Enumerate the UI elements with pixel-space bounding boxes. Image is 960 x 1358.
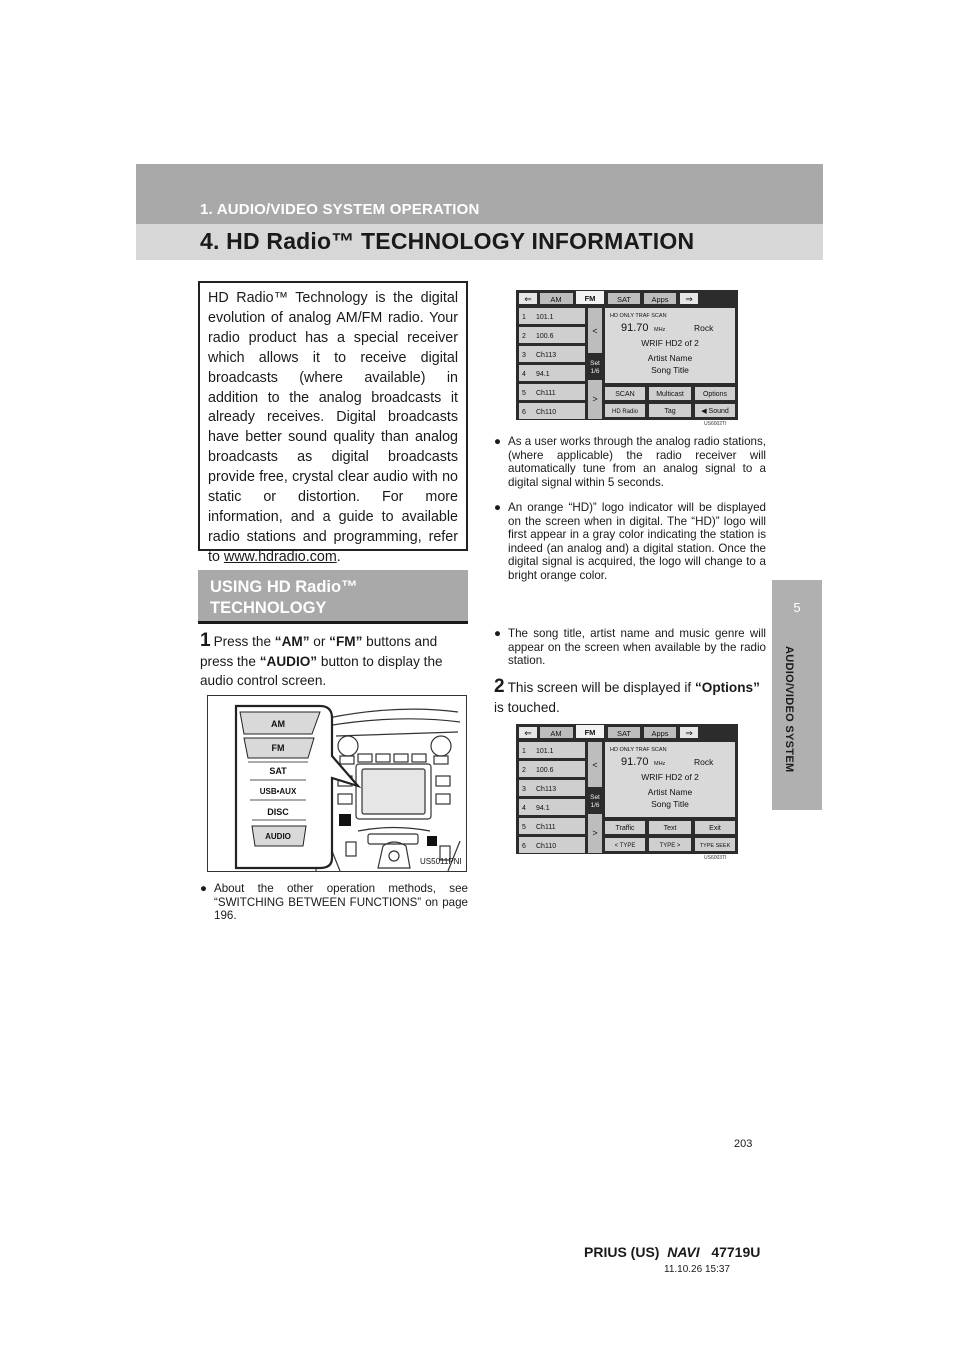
svg-text:Ch111: Ch111 (536, 390, 556, 397)
svg-text:TYPE SEEK: TYPE SEEK (699, 843, 731, 849)
svg-text:Set: Set (590, 360, 600, 367)
svg-text:1/6: 1/6 (590, 368, 600, 375)
svg-text:Set: Set (590, 794, 600, 801)
svg-text:1/6: 1/6 (590, 802, 600, 809)
svg-text:94.1: 94.1 (536, 371, 550, 378)
button-fm-label: FM (271, 743, 285, 753)
svg-text:SAT: SAT (616, 729, 632, 738)
svg-text:3: 3 (522, 786, 526, 793)
svg-text:WRIF HD2 of 2: WRIF HD2 of 2 (641, 772, 699, 782)
svg-text:Artist Name: Artist Name (647, 787, 693, 797)
page-number: 203 (734, 1138, 753, 1150)
bullet-hd-logo: ● An orange “HD)” logo indicator will be displayed on the screen when in digital. The “HD)” logo will first appear in a gray color indicating the station is indeed (an analog and) a digital station. Once the digital signal is acquired, the logo will change to a bright orange color. (494, 501, 766, 582)
svg-text:3: 3 (522, 352, 526, 359)
svg-text:HD Radio: HD Radio (611, 409, 639, 415)
svg-text:TYPE >: TYPE > (659, 843, 681, 849)
bullet-icon: ● (494, 627, 502, 640)
figure-code: US5011PNI (420, 857, 462, 866)
svg-text:SAT: SAT (616, 295, 632, 304)
button-usb-aux-label: USB•AUX (259, 787, 297, 796)
button-disc-label: DISC (267, 807, 289, 817)
bullet-icon: ● (494, 435, 502, 448)
svg-text:100.6: 100.6 (536, 767, 554, 774)
intro-text: HD Radio™ Technology is the digital evolution of analog AM/FM radio. Your radio product has a special receiver which allows it to receive digital broadcasts (where available) in addition to the analog broadcasts it already receives. Digital broadcasts have better sound quality than analog broadcasts as digital broadcasts provide free, crystal clear audio with no static or distortion. For more information, and a guide to available radio stations and programming, refer to (208, 290, 458, 565)
bullet-auto-tune: ● As a user works through the analog radio stations, (where applicable) the radio receiver will automatically tune from an analog signal to a digital signal within 5 seconds. (494, 435, 766, 489)
svg-text:MHz: MHz (654, 761, 666, 767)
frequency-readout: 91.70 (621, 322, 649, 334)
forward-arrow-icon: ⇒ (685, 294, 693, 304)
svg-text:Ch113: Ch113 (536, 786, 557, 793)
frequency-readout: 91.70 (621, 756, 649, 768)
hdradio-link[interactable]: www.hdradio.com (223, 548, 337, 565)
preset-button[interactable] (519, 799, 585, 815)
svg-text:100.6: 100.6 (536, 333, 554, 340)
svg-text:< TYPE: < TYPE (614, 843, 636, 849)
svg-text:Rock: Rock (694, 323, 714, 333)
svg-text:1: 1 (522, 314, 526, 321)
bullet-icon: ● (200, 882, 208, 895)
step-2: 2 This screen will be displayed if “Options” is touched. (494, 676, 760, 715)
back-arrow-icon: ⇐ (524, 294, 532, 304)
options-screen (516, 724, 738, 860)
svg-text:Multicast: Multicast (656, 391, 684, 398)
svg-text:Ch110: Ch110 (536, 843, 557, 850)
svg-text:Apps: Apps (651, 729, 669, 738)
chevron-left-icon: < (592, 760, 598, 770)
svg-text:6: 6 (522, 409, 526, 416)
svg-text:6: 6 (522, 843, 526, 850)
svg-text:Ch111: Ch111 (536, 824, 556, 831)
hd-radio-screen (516, 290, 738, 426)
chevron-left-icon: < (592, 326, 598, 336)
back-arrow-icon: ⇐ (524, 728, 532, 738)
button-sat-label: SAT (269, 766, 287, 776)
svg-text:FM: FM (584, 728, 596, 737)
svg-text:5: 5 (522, 824, 526, 831)
chapter-number: 5 (793, 600, 801, 615)
chevron-right-icon: > (592, 828, 598, 838)
chevron-right-icon: > (592, 394, 598, 404)
svg-text:5: 5 (522, 390, 526, 397)
svg-text:HD ONLY TRAF SCAN: HD ONLY TRAF SCAN (610, 313, 667, 319)
bullet-icon: ● (494, 501, 502, 514)
svg-text:94.1: 94.1 (536, 805, 550, 812)
svg-text:Exit: Exit (709, 825, 721, 832)
svg-text:Ch110: Ch110 (536, 409, 557, 416)
screen2-code: US6003TI (704, 855, 727, 860)
svg-text:HD ONLY TRAF SCAN: HD ONLY TRAF SCAN (610, 747, 667, 753)
dashboard-figure (207, 695, 467, 872)
svg-text:◀ Sound: ◀ Sound (701, 408, 729, 415)
chapter-side-label: AUDIO/VIDEO SYSTEM (783, 646, 795, 773)
footer-model: PRIUS (US) NAVI 47719U (584, 1244, 761, 1260)
svg-text:2: 2 (522, 767, 526, 774)
svg-text:Options: Options (702, 391, 728, 398)
svg-text:Song Title: Song Title (651, 365, 689, 375)
intro-box: HD Radio™ Technology is the digital evolution of analog AM/FM radio. Your radio product has a special receiver which allows it to receive digital broadcasts (where available) in addition to the analog broadcasts it already receives. Digital broadcasts have better sound quality than analog broadcasts as digital broadcasts provide free, crystal clear audio with no static or distortion. For more information, and a guide to available radio stations and programming, refer to www.hdradio.com. (198, 281, 468, 551)
section-subheading: USING HD Radio™ TECHNOLOGY (198, 570, 468, 624)
button-am-label: AM (271, 719, 285, 729)
svg-text:4: 4 (522, 805, 526, 812)
footer-date: 11.10.26 15:37 (664, 1264, 730, 1275)
bullet-see-switching: ● About the other operation methods, see “SWITCHING BETWEEN FUNCTIONS” on page 196. (200, 882, 468, 923)
svg-text:AM: AM (550, 295, 562, 304)
svg-text:Ch113: Ch113 (536, 352, 557, 359)
step-1: 1 Press the “AM” or “FM” buttons and press the “AUDIO” button to display the audio control screen. (200, 630, 443, 688)
screen1-code: US6002TI (704, 421, 727, 426)
page-title: 4. HD Radio™ TECHNOLOGY INFORMATION (200, 228, 695, 254)
svg-text:Rock: Rock (694, 757, 714, 767)
svg-text:Song Title: Song Title (651, 799, 689, 809)
section-path: 1. AUDIO/VIDEO SYSTEM OPERATION (200, 201, 480, 218)
svg-text:Tag: Tag (664, 408, 676, 415)
forward-arrow-icon: ⇒ (685, 728, 693, 738)
svg-text:4: 4 (522, 371, 526, 378)
svg-text:Traffic: Traffic (615, 825, 635, 832)
svg-text:1: 1 (522, 748, 526, 755)
preset-button[interactable] (519, 365, 585, 381)
svg-text:101.1: 101.1 (536, 748, 554, 755)
dashboard-illustration (208, 696, 466, 871)
svg-text:Text: Text (663, 825, 677, 832)
button-audio-label: AUDIO (265, 832, 291, 841)
svg-text:2: 2 (522, 333, 526, 340)
svg-text:WRIF HD2 of 2: WRIF HD2 of 2 (641, 338, 699, 348)
svg-text:101.1: 101.1 (536, 314, 554, 321)
svg-text:MHz: MHz (654, 327, 666, 333)
svg-text:Apps: Apps (651, 295, 669, 304)
svg-text:SCAN: SCAN (615, 391, 635, 398)
svg-text:Artist Name: Artist Name (647, 353, 693, 363)
bullet-song-title: ● The song title, artist name and music genre will appear on the screen when available by the radio station. (494, 627, 766, 668)
svg-text:AM: AM (550, 729, 562, 738)
svg-text:FM: FM (584, 294, 596, 303)
